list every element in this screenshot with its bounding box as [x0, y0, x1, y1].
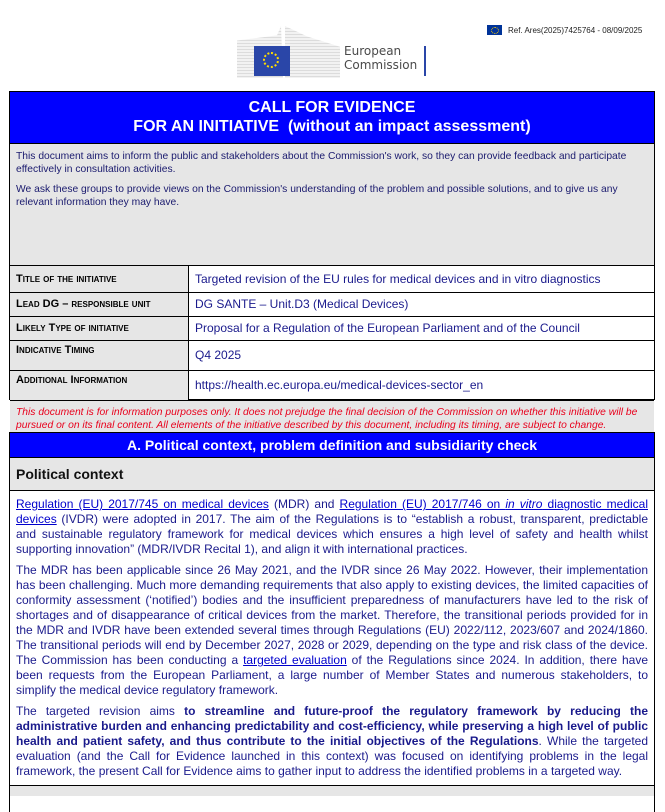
intro-paragraph-2: We ask these groups to provide views on the Commission's understanding of the problem and possible solutions, and to give us any relevant information they may have. — [16, 184, 618, 208]
additional-info-link[interactable]: https://health.ec.europa.eu/medical-devices-sector_en — [189, 370, 655, 400]
eu-stars-icon — [263, 52, 279, 68]
eu-flag-icon — [487, 25, 502, 35]
table-row — [10, 370, 654, 400]
mdr-regulation-link[interactable]: Regulation (EU) 2017/745 on medical devices — [16, 497, 269, 511]
row-value: DG SANTE – Unit.D3 (Medical Devices) — [189, 292, 655, 316]
call-for-evidence-banner — [10, 92, 654, 144]
intro-text — [10, 144, 654, 266]
section-subtitle: Political context — [10, 458, 654, 491]
table-row — [10, 316, 654, 340]
disclaimer-text: This document is for information purposes only. It does not prejudge the final decision of the Commission on whether this initiative will be pursued or on its final content. All elements of the initiative described by this document, including its timing, are subject to change. — [10, 401, 654, 437]
row-label: Title of the initiative — [10, 266, 189, 292]
section-a-box — [9, 432, 655, 812]
row-value: Proposal for a Regulation of the European Parliament and of the Council — [189, 316, 655, 340]
row-value: Q4 2025 — [189, 340, 655, 370]
eu-flag-icon — [254, 46, 290, 76]
intro-paragraph-1: This document aims to inform the public and stakeholders about the Commission's work, so they can provide feedback and participate effectively in consultation activities. — [16, 151, 627, 175]
link-text-italic: in vitro — [505, 497, 543, 511]
text: The targeted revision aims — [16, 704, 185, 718]
logo-divider — [424, 46, 426, 76]
text: (MDR) and — [268, 497, 340, 511]
row-label: Lead DG – responsible unit — [10, 292, 189, 316]
logo-line-1: European — [344, 44, 402, 58]
paragraph-2 — [16, 563, 648, 698]
link-text: diagnostic medical devices — [16, 497, 648, 526]
section-divider — [10, 785, 654, 796]
paragraph-3 — [16, 704, 648, 779]
text: . While the targeted evaluation (and the Call for Evidence launched in this context) was focused on identifying problems in the legal framework, the present Call for Evidence aims to gather input to address the identified problems in a targeted way. — [16, 734, 648, 778]
banner-title-line-2: FOR AN INITIATIVE (without an impact assessment) — [133, 118, 531, 135]
logo-text — [344, 44, 417, 72]
document-reference — [487, 25, 642, 35]
row-value: Targeted revision of the EU rules for medical devices and in vitro diagnostics — [189, 266, 655, 292]
banner-title-line-1: CALL FOR EVIDENCE — [248, 99, 416, 116]
section-a-banner: A. Political context, problem definition and subsidiarity check — [10, 433, 654, 458]
row-label: Indicative Timing — [10, 340, 189, 370]
table-row — [10, 340, 654, 370]
berlaymont-building-graphic-right — [285, 26, 340, 78]
text: (IVDR) were adopted in 2017. The aim of the Regulations is to “establish a robust, transparent, predictable and sustainable regulatory framework for medical devices which ensures a high level of safety and health whilst supporting innovation” (MDR/IVDR Recital 1), and align it with international practices. — [16, 512, 648, 556]
targeted-evaluation-link[interactable]: targeted evaluation — [243, 653, 347, 667]
section-body — [10, 491, 654, 796]
bold-text: to streamline and future-proof the regulatory framework by reducing the administrative burden and enhancing predictability and cost-efficiency, while preserving a high level of public health and patient safety, and thus contribute to the initial objectives of the Regulations — [16, 704, 648, 748]
paragraph-1 — [16, 497, 648, 557]
text: The MDR has been applicable since 26 May 2021, and the IVDR since 26 May 2022. However, their implementation has been challenging. Much more demanding requirements that also apply to existing devices, the limited capacities of conformity assessment (‘notified’) bodies and the insufficient preparedness of manufacturers have led to the risk of shortages and of disappearance of critical devices from the market. Therefore, the transitional periods provided for in the MDR and IVDR have been extended several times through Regulations (EU) 2022/112, 2023/607 and 2024/1860. The transitional periods will end by December 2027, 2028 or 2029, depending on the type and risk class of the device. The Commission has been conducting a — [16, 563, 648, 667]
reference-text: Ref. Ares(2025)7425764 - 08/09/2025 — [508, 25, 643, 35]
table-row — [10, 266, 654, 292]
table-row — [10, 292, 654, 316]
text: of the Regulations since 2024. In addition, there have been requests from the European Parliament, a large number of Member States and numerous stakeholders, to simplify the medical device regulatory framework. — [16, 653, 649, 697]
european-commission-logo — [237, 26, 432, 78]
row-label: Additional Information — [10, 370, 189, 400]
logo-line-2: Commission — [344, 58, 418, 72]
call-for-evidence-box — [9, 91, 655, 431]
row-label: Likely Type of initiative — [10, 316, 189, 340]
link-text: Regulation (EU) 2017/746 on — [339, 497, 506, 511]
initiative-details-table — [10, 266, 654, 401]
